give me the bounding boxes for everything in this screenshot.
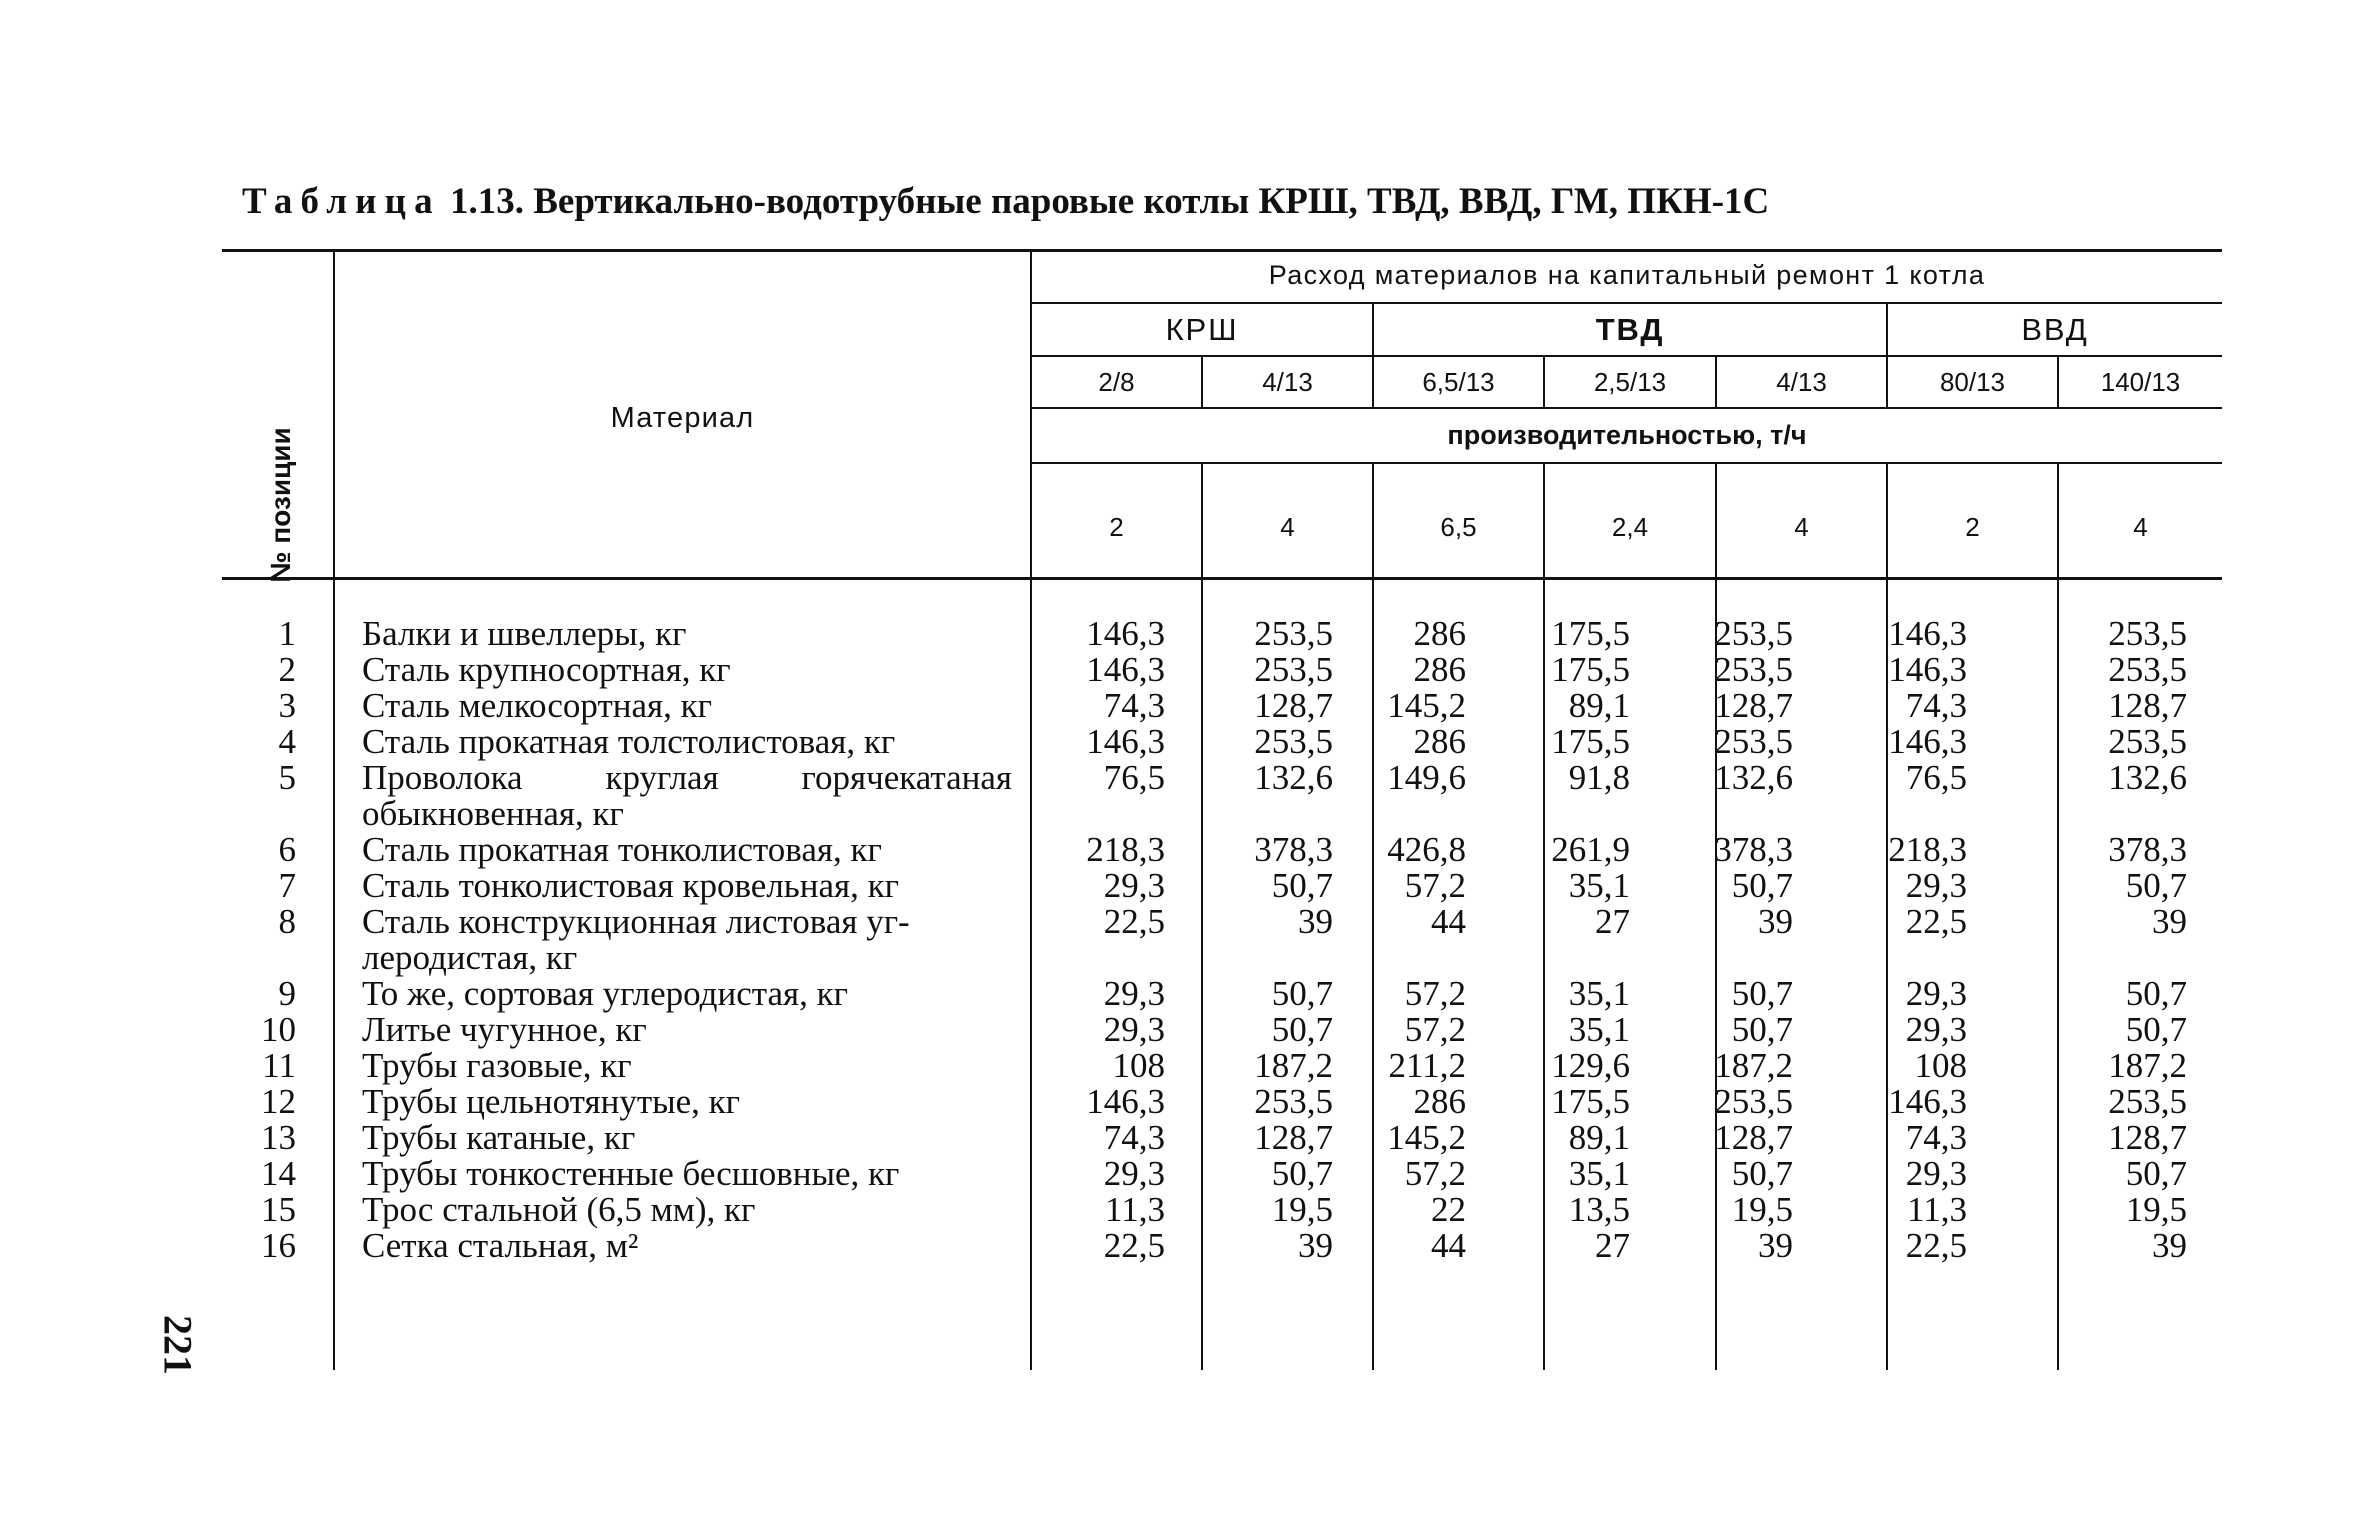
table-cell: 378,3 (2108, 830, 2187, 869)
table-cell: 50,7 (2125, 1010, 2187, 1049)
material-name: Сетка стальная, м² (362, 1226, 639, 1265)
header-bottom-rule (222, 577, 2222, 580)
table-cell: 19,5 (1731, 1190, 1793, 1229)
model-header: 140/13 (2100, 367, 2181, 397)
table-cell: 29,3 (1103, 1154, 1165, 1193)
row-number: 6 (278, 830, 296, 869)
table-cell: 253,5 (1254, 1082, 1333, 1121)
material-name: Трубы цельнотянутые, кг (362, 1082, 741, 1121)
table-cell: 253,5 (1714, 1082, 1793, 1121)
material-name: обыкновенная, кг (362, 794, 624, 833)
table-cell: 128,7 (1714, 686, 1793, 725)
table-cell: 175,5 (1551, 1082, 1630, 1121)
model-header: 80/13 (1939, 367, 2006, 397)
table-cell: 146,3 (1086, 614, 1165, 653)
row-number: 1 (278, 614, 296, 653)
productivity-value: 4 (2133, 512, 2148, 542)
top-rule (222, 249, 2222, 252)
table-cell: 253,5 (1714, 722, 1793, 761)
table-cell: 108 (1914, 1046, 1967, 1085)
table-cell: 146,3 (1086, 1082, 1165, 1121)
table-cell: 146,3 (1888, 722, 1967, 761)
table-cell: 378,3 (1254, 830, 1333, 869)
table-cell: 29,3 (1905, 1154, 1967, 1193)
model-header: 2,5/13 (1593, 367, 1667, 397)
material-name: Литье чугунное, кг (362, 1010, 647, 1049)
table-cell: 22,5 (1905, 902, 1967, 941)
row-number: 9 (278, 974, 296, 1013)
productivity-value: 2,4 (1611, 512, 1649, 542)
table-cell: 50,7 (1731, 974, 1793, 1013)
model-header: 2/8 (1098, 367, 1135, 397)
group-header-krsh: КРШ (1165, 312, 1239, 347)
table-cell: 175,5 (1551, 650, 1630, 689)
page-number: 221 (155, 1315, 201, 1375)
material-name: Трубы тонкостенные бесшовные, кг (362, 1154, 900, 1193)
table-cell: 29,3 (1905, 866, 1967, 905)
table-cell: 89,1 (1568, 686, 1630, 725)
table-cell: 145,2 (1387, 686, 1466, 725)
table-cell: 253,5 (1254, 614, 1333, 653)
row-number: 14 (261, 1154, 296, 1193)
material-name: Балки и швеллеры, кг (362, 614, 687, 653)
col-rule-2 (1201, 357, 1203, 1370)
table-cell: 286 (1413, 1082, 1466, 1121)
table-cell: 50,7 (1731, 1154, 1793, 1193)
productivity-value: 4 (1794, 512, 1809, 542)
material-name: Сталь крупносортная, кг (362, 650, 731, 689)
table-cell: 253,5 (2108, 722, 2187, 761)
material-name: Сталь тонколистовая кровельная, кг (362, 866, 899, 905)
material-column-header: Материал (610, 402, 755, 434)
table-title (242, 180, 1769, 223)
material-name: Проволока круглая горячекатаная (362, 758, 1012, 797)
table-cell: 50,7 (1271, 974, 1333, 1013)
table-cell: 22,5 (1905, 1226, 1967, 1265)
model-header: 4/13 (1262, 367, 1313, 397)
table-cell: 27 (1595, 902, 1630, 941)
table-cell: 146,3 (1888, 614, 1967, 653)
table-cell: 132,6 (1714, 758, 1793, 797)
row-number: 10 (261, 1010, 296, 1049)
productivity-header: производительностью, т/ч (1447, 420, 1807, 450)
table-cell: 19,5 (2125, 1190, 2187, 1229)
row-number: 13 (261, 1118, 296, 1157)
table-cell: 50,7 (1271, 866, 1333, 905)
table-cell: 187,2 (1714, 1046, 1793, 1085)
material-name: Сталь прокатная толстолистовая, кг (362, 722, 896, 761)
header-rule-1 (1030, 302, 2222, 304)
table-cell: 39 (1298, 1226, 1333, 1265)
table-cell: 35,1 (1568, 866, 1630, 905)
table-cell: 50,7 (2125, 866, 2187, 905)
table-cell: 29,3 (1905, 974, 1967, 1013)
table-cell: 286 (1413, 722, 1466, 761)
table-cell: 286 (1413, 614, 1466, 653)
productivity-value: 2 (1109, 512, 1124, 542)
row-number: 8 (278, 902, 296, 941)
table-cell: 29,3 (1103, 866, 1165, 905)
header-rule-4 (1030, 462, 2222, 464)
group-header-vvd: ВВД (2021, 312, 2089, 347)
table-cell: 39 (2152, 902, 2187, 941)
row-number: 3 (278, 686, 296, 725)
table-cell: 253,5 (1714, 650, 1793, 689)
table-title-text: 1.13. Вертикально-водотрубные паровые котлы КРШ, ТВД, ВВД, ГМ, ПКН-1С (449, 181, 1770, 222)
table-cell: 89,1 (1568, 1118, 1630, 1157)
table-cell: 286 (1413, 650, 1466, 689)
table-cell: 378,3 (1714, 830, 1793, 869)
table-cell: 218,3 (1086, 830, 1165, 869)
material-name: Сталь конструкционная листовая уг- (362, 902, 910, 941)
table-cell: 13,5 (1568, 1190, 1630, 1229)
table-cell: 39 (2152, 1226, 2187, 1265)
table-cell: 253,5 (2108, 1082, 2187, 1121)
productivity-value: 4 (1280, 512, 1295, 542)
table-cell: 50,7 (1731, 1010, 1793, 1049)
table-cell: 426,8 (1387, 830, 1466, 869)
table-cell: 74,3 (1103, 686, 1165, 725)
material-name: То же, сортовая углеродистая, кг (362, 974, 848, 1013)
table-cell: 11,3 (1907, 1190, 1967, 1229)
table-cell: 11,3 (1105, 1190, 1165, 1229)
row-number: 15 (261, 1190, 296, 1229)
table-cell: 146,3 (1086, 650, 1165, 689)
table-cell: 128,7 (2108, 1118, 2187, 1157)
table-cell: 253,5 (1254, 650, 1333, 689)
header-rule-2 (1030, 355, 2222, 357)
table-cell: 50,7 (1271, 1154, 1333, 1193)
table-cell: 132,6 (1254, 758, 1333, 797)
table-cell: 74,3 (1905, 686, 1967, 725)
material-name: Сталь прокатная тонколистовая, кг (362, 830, 882, 869)
table-cell: 39 (1758, 902, 1793, 941)
table-cell: 253,5 (2108, 614, 2187, 653)
table-cell: 35,1 (1568, 1010, 1630, 1049)
model-header: 4/13 (1776, 367, 1827, 397)
table-cell: 27 (1595, 1226, 1630, 1265)
table-cell: 74,3 (1103, 1118, 1165, 1157)
table-cell: 146,3 (1888, 1082, 1967, 1121)
table-cell: 146,3 (1086, 722, 1165, 761)
row-number: 2 (278, 650, 296, 689)
table-cell: 44 (1431, 902, 1466, 941)
productivity-value: 2 (1965, 512, 1980, 542)
table-cell: 22,5 (1103, 902, 1165, 941)
table-cell: 44 (1431, 1226, 1466, 1265)
material-name: Трубы катаные, кг (362, 1118, 636, 1157)
table-cell: 57,2 (1404, 974, 1466, 1013)
material-name: Трубы газовые, кг (362, 1046, 632, 1085)
table-cell: 128,7 (1254, 686, 1333, 725)
consumption-group-header: Расход материалов на капитальный ремонт 1 котла (1268, 260, 1986, 290)
table-cell: 50,7 (1271, 1010, 1333, 1049)
table-cell: 146,3 (1888, 650, 1967, 689)
table-cell: 57,2 (1404, 1154, 1466, 1193)
table-cell: 187,2 (1254, 1046, 1333, 1085)
table-cell: 29,3 (1103, 974, 1165, 1013)
model-header: 6,5/13 (1422, 367, 1495, 397)
table-cell: 145,2 (1387, 1118, 1466, 1157)
table-cell: 19,5 (1271, 1190, 1333, 1229)
table-cell: 187,2 (2108, 1046, 2187, 1085)
row-number: 5 (278, 758, 296, 797)
table-title-label: Таблица (242, 181, 441, 222)
row-number: 4 (278, 722, 296, 761)
table-cell: 253,5 (2108, 650, 2187, 689)
table-cell: 57,2 (1404, 866, 1466, 905)
table-cell: 128,7 (1254, 1118, 1333, 1157)
table-cell: 108 (1112, 1046, 1165, 1085)
table-cell: 50,7 (1731, 866, 1793, 905)
table-cell: 211,2 (1388, 1046, 1466, 1085)
table-cell: 22 (1431, 1190, 1466, 1229)
table-cell: 253,5 (1254, 722, 1333, 761)
table-cell: 50,7 (2125, 1154, 2187, 1193)
material-name: Сталь мелкосортная, кг (362, 686, 712, 725)
row-number: 12 (261, 1082, 296, 1121)
table-cell: 74,3 (1905, 1118, 1967, 1157)
row-number: 7 (278, 866, 296, 905)
row-number: 16 (261, 1226, 296, 1265)
table-cell: 175,5 (1551, 722, 1630, 761)
table-cell: 149,6 (1387, 758, 1466, 797)
table-cell: 35,1 (1568, 974, 1630, 1013)
group-header-tvd: ТВД (1595, 312, 1665, 347)
table-cell: 261,9 (1551, 830, 1630, 869)
productivity-value: 6,5 (1440, 512, 1477, 542)
table-cell: 129,6 (1551, 1046, 1630, 1085)
table-cell: 50,7 (2125, 974, 2187, 1013)
table-cell: 29,3 (1905, 1010, 1967, 1049)
table-cell: 39 (1758, 1226, 1793, 1265)
position-column-header: № позиции (265, 427, 296, 583)
table-cell: 76,5 (1905, 758, 1967, 797)
table-cell: 128,7 (2108, 686, 2187, 725)
table-cell: 175,5 (1551, 614, 1630, 653)
material-name: леродистая, кг (362, 938, 578, 977)
material-name: Трос стальной (6,5 мм), кг (362, 1190, 756, 1229)
table-cell: 57,2 (1404, 1010, 1466, 1049)
table-cell: 132,6 (2108, 758, 2187, 797)
table-cell: 253,5 (1714, 614, 1793, 653)
table-cell: 22,5 (1103, 1226, 1165, 1265)
table-cell: 218,3 (1888, 830, 1967, 869)
col-rule-7 (2057, 357, 2059, 1370)
row-number: 11 (262, 1046, 296, 1085)
table-cell: 39 (1298, 902, 1333, 941)
table-cell: 29,3 (1103, 1010, 1165, 1049)
table-cell: 76,5 (1103, 758, 1165, 797)
table-cell: 91,8 (1568, 758, 1630, 797)
table-cell: 128,7 (1714, 1118, 1793, 1157)
table-cell: 35,1 (1568, 1154, 1630, 1193)
